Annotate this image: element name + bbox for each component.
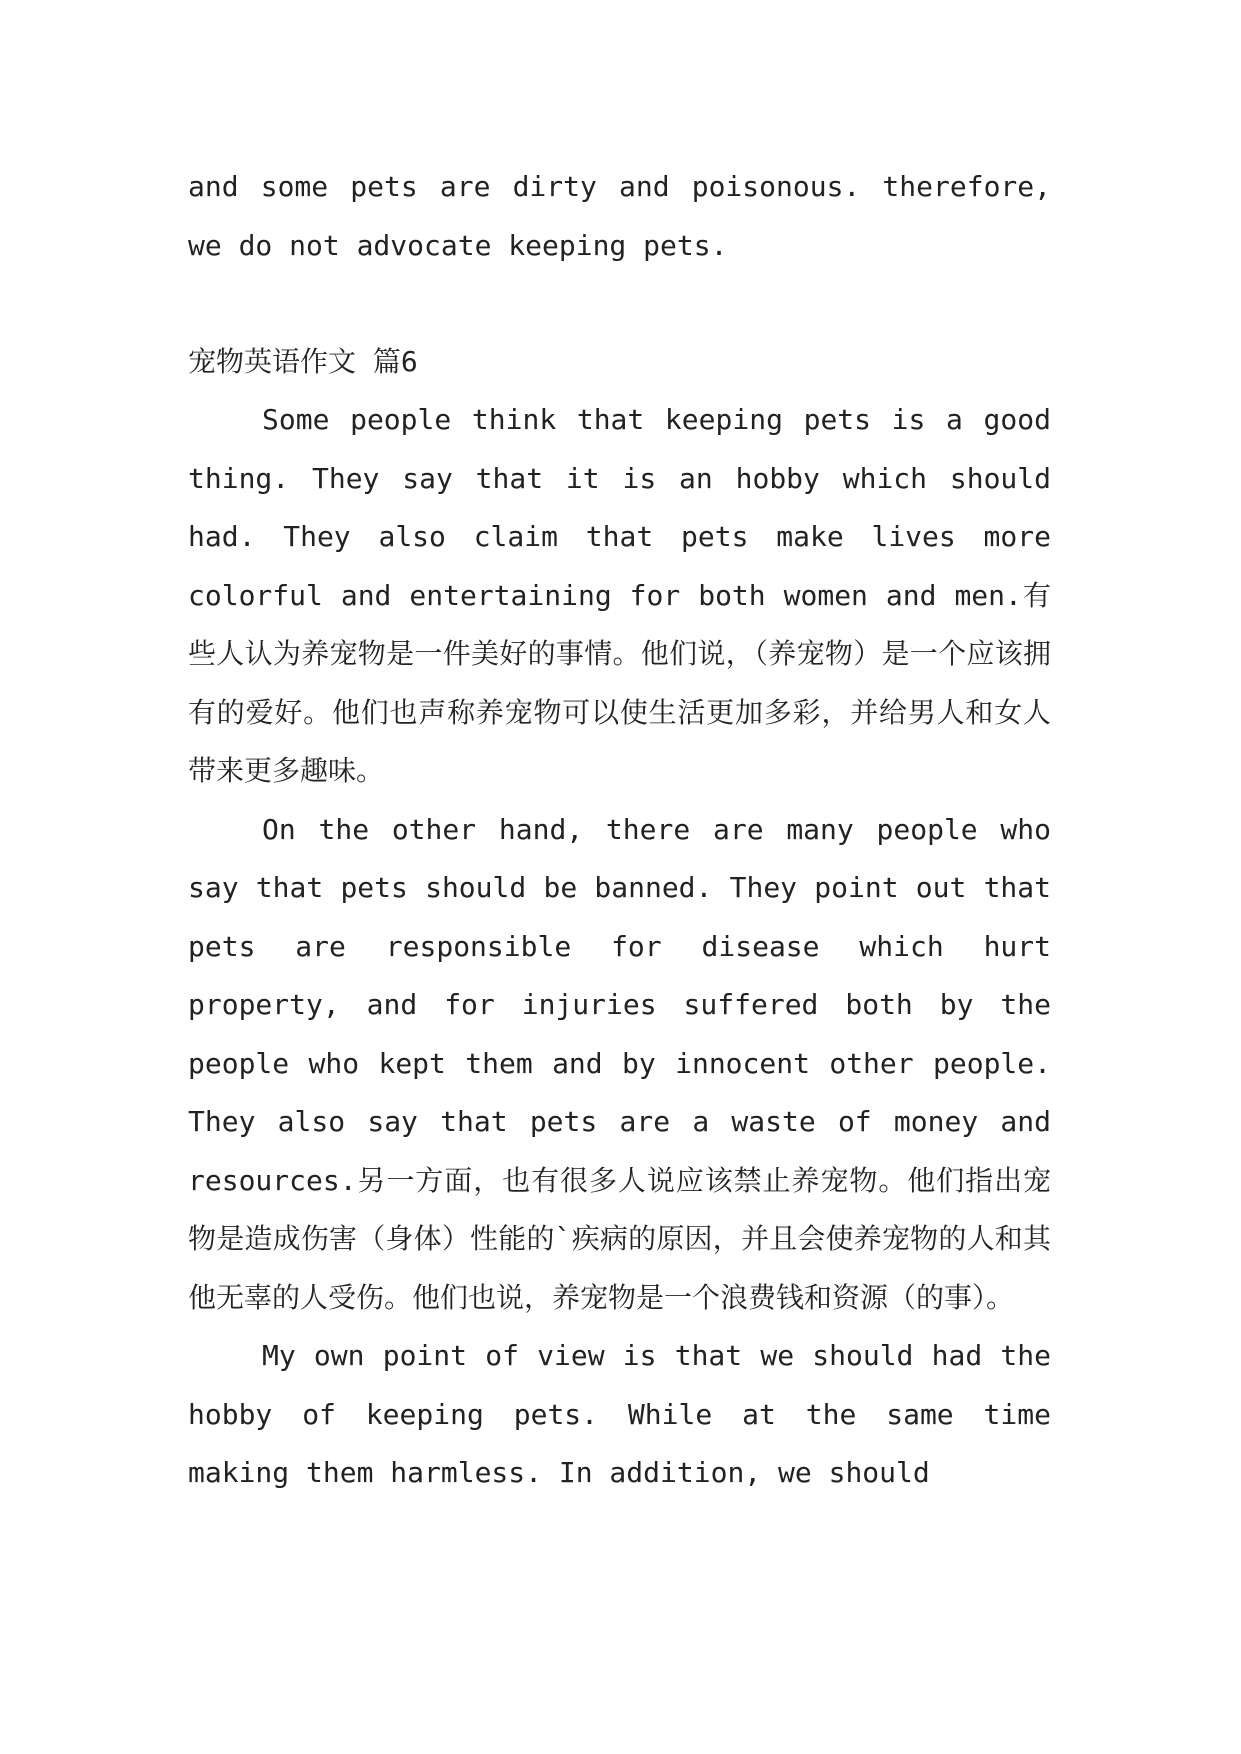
section-heading-block [188,333,1051,392]
paragraph-opinion-for: Some people think that keeping pets is a good thing. They say that it is an hobby which should had. They also claim that pets make lives more colorful and entertaining for both women and men.有些人认为养宠物是一件美好的事情。他们说，（养宠物）是一个应该拥有的爱好。他们也声称养宠物可以使生活更加多彩，并给男人和女人带来更多趣味。 [188,403,1051,787]
continuation-paragraph: and some pets are dirty and poisonous. therefore, we do not advocate keeping pets. [188,170,1051,262]
section-heading: 宠物英语作文 篇6 [188,345,418,378]
essay-body [188,391,1051,1503]
paragraph-own-view: My own point of view is that we should had the hobby of keeping pets. While at the same time making them harmless. In addition, we should [188,1339,1051,1489]
paragraph-opinion-against: On the other hand, there are many people who say that pets should be banned. They point out that pets are responsible for disease which hurt property, and for injuries suffered both by the people who kept them and by innocent other people. They also say that pets are a waste of money and resources.另一方面，也有很多人说应该禁止养宠物。他们指出宠物是造成伤害（身体）性能的`疾病的原因，并且会使养宠物的人和其他无辜的人受伤。他们也说，养宠物是一个浪费钱和资源（的事）。 [188,812,1051,1314]
continuation-block [188,158,1051,275]
